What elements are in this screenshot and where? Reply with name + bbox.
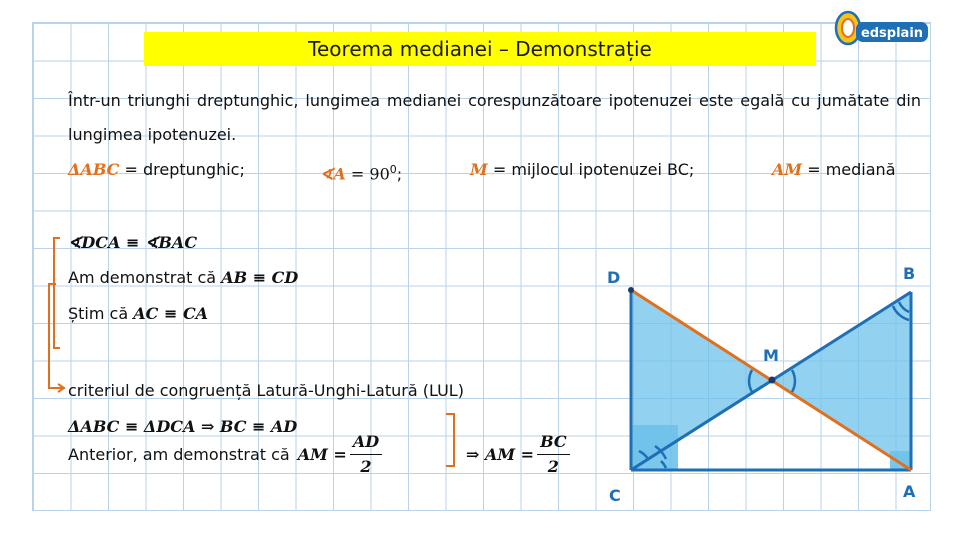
- label-a: A: [903, 482, 916, 501]
- label-m: M: [763, 346, 779, 365]
- logo-text: edsplain: [860, 26, 924, 41]
- proof-line-criterion: criteriul de congruență Latură-Unghi-Latură (LUL): [68, 381, 464, 400]
- point-d: [628, 287, 634, 293]
- proof-line-angles: ∢DCA ≡ ∢BAC: [68, 233, 198, 252]
- right-angle-c: [631, 425, 678, 470]
- given-triangle: ΔABC = dreptunghic;: [68, 160, 245, 179]
- given-median: AM = mediană: [772, 160, 896, 179]
- proof-line-result: ⇒ AM = $\frac{BC}{2}$: [466, 432, 573, 477]
- proof-line-congruence: ΔABC ≡ ΔDCA ⇒ BC ≡ AD: [68, 417, 298, 436]
- point-m: [769, 377, 776, 384]
- proof-line-conclusion: Anterior, am demonstrat că AM = $\frac{AD}{2}$: [68, 432, 385, 477]
- given-midpoint: M = mijlocul ipotenuzei BC;: [470, 160, 695, 179]
- label-d: D: [607, 268, 621, 287]
- triangle-bam-fill: [772, 292, 911, 470]
- label-c: C: [609, 486, 621, 505]
- proof-line-ab-cd: Am demonstrat că AB ≡ CD: [68, 268, 299, 287]
- label-b: B: [903, 264, 916, 283]
- proof-line-ac-ca: Știm că AC ≡ CA: [68, 304, 209, 323]
- given-right-angle: ∢A = $90^0$;: [320, 163, 403, 184]
- theorem-statement: Într-un triunghi dreptunghic, lungimea medianei corespunzătoare ipotenuzei este egală cu jumătate din lungimea ipotenuzei.: [68, 91, 921, 144]
- page-title: Teorema medianei – Demonstrație: [308, 37, 652, 61]
